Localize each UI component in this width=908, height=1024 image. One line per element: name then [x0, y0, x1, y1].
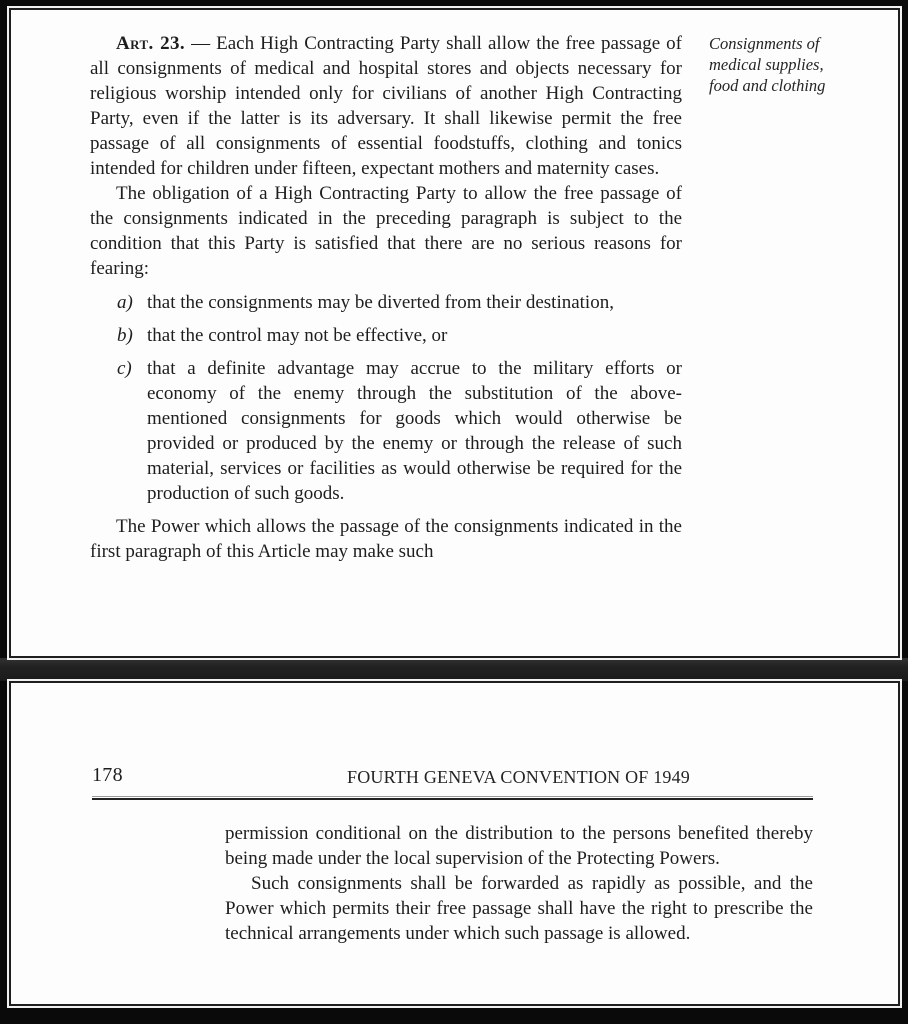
- article-intro-text: — Each High Contracting Party shall allow the free passage of all consignments of medical and hospital stores and objects necessary for religious worship intended only for civilians of another High Contracting Party, even if the latter is its adversary. It shall likewise permit the free passage of all consignments of essential foodstuffs, clothing and tonics intended for children under fifteen, expectant mothers and maternity cases.: [90, 33, 682, 179]
- continued-text-column: [225, 821, 813, 946]
- article-paragraph-2: The obligation of a High Contracting Party to allow the free passage of the consignments indicated in the preceding paragraph is subject to the condition that this Party is satisfied that there are no serious reasons for fearing:: [90, 183, 682, 279]
- article-paragraph-3: The Power which allows the passage of the consignments indicated in the first paragraph of this Article may make such: [90, 516, 682, 562]
- list-text-c: that a definite advantage may accrue to the military efforts or economy of the enemy through the substitution of the above-mentioned consignments for goods which would otherwise be provided or produced by the enemy or through the release of such material, services or facilities as would otherwise be required for the production of such goods.: [147, 358, 682, 504]
- running-header: [92, 763, 813, 790]
- article-number-label: Art. 23.: [116, 33, 186, 54]
- list-marker-a: a): [117, 292, 133, 313]
- page-lower-body: [92, 763, 813, 946]
- page-separator-band: [0, 658, 908, 681]
- list-text-a: that the consignments may be diverted from their destination,: [147, 292, 614, 313]
- article-paragraph-1: [90, 31, 682, 181]
- list-item-a: [90, 290, 682, 315]
- book-page-upper: [9, 8, 900, 658]
- page-number: 178: [92, 764, 123, 786]
- article-text-column: [90, 31, 682, 564]
- list-item-c: [90, 356, 682, 506]
- header-rule: [92, 796, 813, 800]
- page-upper-body: [11, 31, 898, 564]
- list-marker-c: c): [117, 358, 132, 379]
- running-title: FOURTH GENEVA CONVENTION OF 1949: [347, 767, 690, 787]
- book-page-lower: [9, 681, 900, 1006]
- list-marker-b: b): [117, 325, 133, 346]
- continued-paragraph-1: permission conditional on the distribution to the persons benefited thereby being made under the local supervision of the Protecting Powers.: [225, 823, 813, 869]
- margin-note: Consignments of medical supplies, food and clothing: [709, 34, 826, 95]
- continued-paragraph-2: Such consignments shall be forwarded as rapidly as possible, and the Power which permits their free passage shall have the right to prescribe the technical arrangements under which such passage is allowed.: [225, 873, 813, 944]
- conditions-list: [90, 290, 682, 506]
- list-text-b: that the control may not be effective, or: [147, 325, 448, 346]
- list-item-b: [90, 323, 682, 348]
